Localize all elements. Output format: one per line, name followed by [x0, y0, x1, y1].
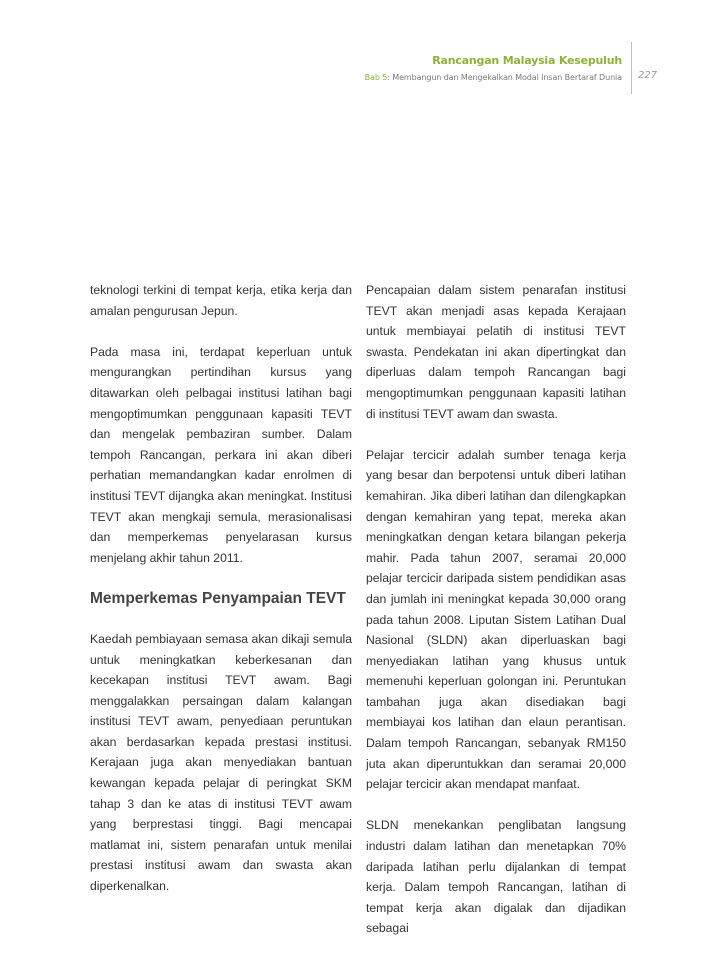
- chapter-title: Membangun dan Mengekalkan Modal Insan Bertaraf Dunia: [389, 73, 622, 82]
- right-paragraph-2: Pelajar tercicir adalah sumber tenaga kerja yang besar dan berpotensi untuk diberi latihan kemahiran. Jika diberi latihan dan dilengkapkan dengan kemahiran yang tepat, mereka akan meningkatkan dengan ketara bilangan pekerja mahir. Pada tahun 2007, seramai 20,000 pelajar tercicir daripada sistem pendidikan asas dan jumlah ini meningkat kepada 30,000 orang pada tahun 2008. Liputan Sistem Latihan Dual Nasional (SLDN) akan diperluaskan bagi menyediakan latihan yang khusus untuk memenuhi keperluan golongan ini. Peruntukan tambahan juga akan disediakan bagi membiayai kos latihan dan elaun perantisan. Dalam tempoh Rancangan, sebanyak RM150 juta akan diperuntukkan dan seramai 20,000 pelajar tercicir akan mendapat manfaat.: [366, 447, 626, 792]
- left-column: [90, 280, 352, 917]
- page-number: 227: [638, 70, 658, 81]
- left-paragraph-1: teknologi terkini di tempat kerja, etika kerja dan amalan pengurusan Jepun.: [90, 283, 352, 318]
- left-paragraph-2: Pada masa ini, terdapat keperluan untuk mengurangkan pertindihan kursus yang ditawarkan oleh pelbagai institusi latihan bagi mengoptimumkan penggunaan kapasiti TEVT dan mengelak pembaziran sumber. Dalam tempoh Rancangan, perkara ini akan diberi perhatian memandangkan kadar enrolmen di institusi TEVT dijangka akan meningkat. Institusi TEVT akan mengkaji semula, merasionalisasi dan memperkemas penyelarasan kursus menjelang akhir tahun 2011.: [90, 344, 352, 565]
- running-header: [322, 53, 622, 86]
- chapter-subtitle: [322, 70, 622, 86]
- right-paragraph-1: Pencapaian dalam sistem penarafan institusi TEVT akan menjadi asas kepada Kerajaan untuk membiayai pelatih di institusi TEVT swasta. Pendekatan ini akan dipertingkat dan diperluas dalam tempoh Rancangan bagi mengoptimumkan penggunaan kapasiti latihan di institusi TEVT awam dan swasta.: [366, 283, 626, 421]
- section-heading: Memperkemas Penyampaian TEVT: [90, 589, 346, 607]
- right-column: [366, 280, 626, 960]
- left-paragraph-3: Kaedah pembiayaan semasa akan dikaji semula untuk meningkatkan keberkesanan dan kecekapan institusi TEVT awam. Bagi menggalakkan persaingan dalam kalangan institusi TEVT awam, penyediaan peruntukan akan berdasarkan kepada prestasi institusi. Kerajaan juga akan menyediakan bantuan kewangan kepada pelajar di peringkat SKM tahap 3 dan ke atas di institusi TEVT awam yang berprestasi tinggi. Bagi mencapai matlamat ini, sistem penarafan untuk menilai prestasi institusi awam dan swasta akan diperkenalkan.: [90, 631, 352, 894]
- header-divider: [631, 42, 632, 94]
- document-title: Rancangan Malaysia Kesepuluh: [432, 54, 622, 67]
- chapter-prefix: Bab 5:: [364, 73, 390, 82]
- right-paragraph-3: SLDN menekankan penglibatan langsung industri dalam latihan dan menetapkan 70% daripada latihan perlu dijalankan di tempat kerja. Dalam tempoh Rancangan, latihan di tempat kerja akan digalak dan dijadikan sebagai: [366, 818, 626, 936]
